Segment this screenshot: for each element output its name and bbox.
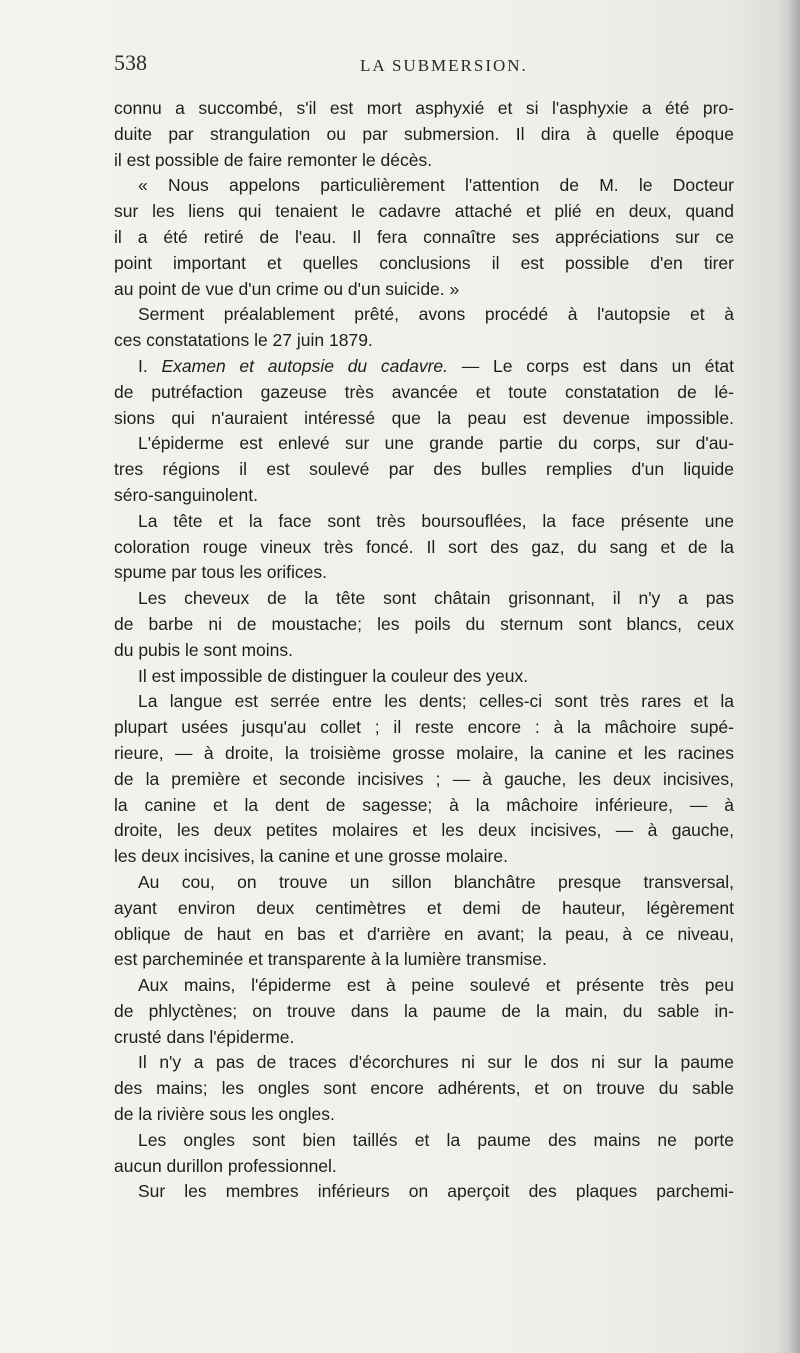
- text-line: au point de vue d'un crime ou d'un suicide. »: [114, 278, 460, 299]
- text-line: Il n'y a pas de traces d'écorchures ni sur le dos ni sur la paume: [138, 1052, 734, 1073]
- text-line: séro-sanguinolent.: [114, 484, 258, 505]
- text-line: il a été retiré de l'eau. Il fera connaître ses appréciations sur ce: [114, 226, 734, 247]
- text-line: connu a succombé, s'il est mort asphyxié et si l'asphyxie a été pro-: [114, 98, 734, 118]
- text-line: de la rivière sous les ongles.: [114, 1104, 335, 1125]
- text-line: aucun durillon professionnel.: [114, 1155, 337, 1176]
- text-line: Sur les membres inférieurs on aperçoit des plaques parchemi-: [138, 1181, 734, 1202]
- text-line: crusté dans l'épiderme.: [114, 1026, 295, 1047]
- text-line: du pubis le sont moins.: [114, 639, 293, 660]
- text-line: La langue est serrée entre les dents; celles-ci sont très rares et la: [138, 691, 734, 712]
- text-line: sur les liens qui tenaient le cadavre attaché et plié en deux, quand: [114, 201, 734, 222]
- text-line: spume par tous les orifices.: [114, 562, 328, 583]
- text-line: la canine et la dent de sagesse; à la mâchoire inférieure, — à: [114, 794, 734, 815]
- running-head: [114, 50, 734, 86]
- text-line: Il est impossible de distinguer la couleur des yeux.: [138, 665, 529, 686]
- text-line: duite par strangulation ou par submersion. Il dira à quelle époque: [114, 123, 734, 144]
- text-line: plupart usées jusqu'au collet ; il reste encore : à la mâchoire supé-: [114, 717, 734, 738]
- running-title: LA SUBMERSION.: [360, 56, 528, 75]
- text-line: est parcheminée et transparente à la lumière transmise.: [114, 949, 547, 970]
- text-line: La tête et la face sont très boursouflées, la face présente une: [138, 510, 734, 531]
- text-line: Aux mains, l'épiderme est à peine soulevé et présente très peu: [138, 975, 734, 996]
- text-line: ayant environ deux centimètres et demi de hauteur, légèrement: [114, 897, 734, 918]
- text-line: de la première et seconde incisives ; — à gauche, les deux incisives,: [114, 768, 734, 789]
- text-line: de phlyctènes; on trouve dans la paume de la main, du sable in-: [114, 1000, 734, 1021]
- page-edge-shadow: [778, 0, 800, 1353]
- text-line: [114, 354, 734, 380]
- section-number: I.: [138, 355, 162, 376]
- text-line: coloration rouge vineux très foncé. Il sort des gaz, du sang et de la: [114, 536, 734, 557]
- text-line: les deux incisives, la canine et une grosse molaire.: [114, 846, 508, 867]
- text-line: sions qui n'auraient intéressé que la peau est devenue impossible.: [114, 407, 734, 428]
- body-text: [114, 96, 734, 1205]
- text-line: « Nous appelons particulièrement l'attention de M. le Docteur: [138, 175, 734, 196]
- text-line: de putréfaction gazeuse très avancée et toute constatation de lé-: [114, 381, 734, 402]
- page-number: 538: [114, 50, 147, 75]
- text-line: rieure, — à droite, la troisième grosse molaire, la canine et les racines: [114, 742, 734, 763]
- section-text: — Le corps est dans un état: [448, 355, 734, 376]
- text-line: droite, les deux petites molaires et les deux incisives, — à gauche,: [114, 820, 734, 841]
- text-line: il est possible de faire remonter le décès.: [114, 149, 433, 170]
- text-line: de barbe ni de moustache; les poils du sternum sont blancs, ceux: [114, 613, 734, 634]
- text-line: oblique de haut en bas et d'arrière en avant; la peau, à ce niveau,: [114, 923, 734, 944]
- text-line: Les cheveux de la tête sont châtain grisonnant, il n'y a pas: [138, 588, 734, 609]
- text-line: Les ongles sont bien taillés et la paume des mains ne porte: [138, 1129, 734, 1150]
- section-heading: Examen et autopsie du cadavre.: [161, 355, 449, 376]
- text-line: Serment préalablement prêté, avons procédé à l'autopsie et à: [138, 304, 734, 325]
- text-line: Au cou, on trouve un sillon blanchâtre presque transversal,: [138, 871, 734, 892]
- text-line: point important et quelles conclusions il est possible d'en tirer: [114, 252, 734, 273]
- text-line: ces constatations le 27 juin 1879.: [114, 330, 373, 351]
- text-line: L'épiderme est enlevé sur une grande partie du corps, sur d'au-: [138, 433, 734, 454]
- text-line: tres régions il est soulevé par des bulles remplies d'un liquide: [114, 459, 734, 480]
- text-line: des mains; les ongles sont encore adhérents, et on trouve du sable: [114, 1078, 734, 1099]
